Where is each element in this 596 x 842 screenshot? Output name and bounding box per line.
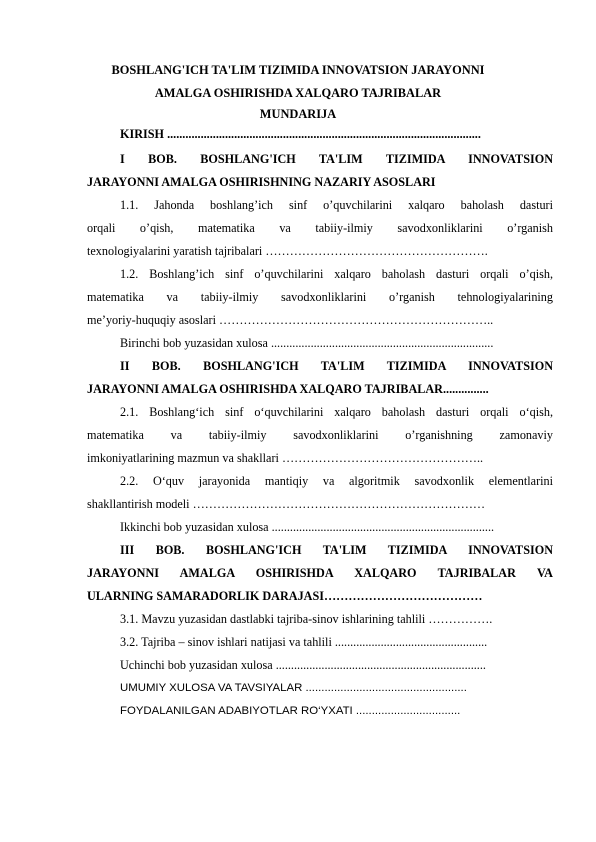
toc-chapter-1-line-2: JARAYONNI AMALGA OSHIRISHNING NAZARIY ASOSLARI: [87, 175, 436, 189]
toc-chapter-3-line-1: III BOB. BOSHLANG'ICH TA'LIM TIZIMIDA INNOVATSION: [120, 543, 553, 557]
toc-section-2-2-line-1: 2.2. O‘quv jarayonida mantiqiy va algoritmik savodxonlik elementlarini: [120, 474, 553, 488]
toc-section-2-1-line-2: matematika va tabiiy-ilmiy savodxonliklarini o’rganishning zamonaviy: [87, 428, 553, 442]
toc-chapter-2-line-2: JARAYONNI AMALGA OSHIRISHDA XALQARO TAJRIBALAR...............: [87, 382, 489, 396]
toc-section-2-1-line-3: imkoniyatlarining mazmun va shakllari …………………………………………..: [87, 451, 484, 465]
toc-entry-kirish: KIRISH .......................................................................................................: [120, 127, 481, 141]
toc-entry-chapter-2-conclusion: Ikkinchi bob yuzasidan xulosa .........................................................................: [120, 520, 495, 534]
toc-chapter-3-line-2: JARAYONNI AMALGA OSHIRISHDA XALQARO TAJRIBALAR VA: [87, 566, 553, 580]
toc-heading: MUNDARIJA: [259, 107, 337, 121]
toc-section-3-2: 3.2. Tajriba – sinov ishlari natijasi va tahlili ..................................................: [120, 635, 488, 649]
toc-section-1-1-line-2: orqali o’qish, matematika va tabiiy-ilmiy savodxonliklarini o’rganish: [87, 221, 553, 235]
toc-section-1-2-line-2: matematika va tabiiy-ilmiy savodxonliklarini o’rganish tehnologiyalarining: [87, 290, 553, 304]
toc-entry-chapter-1-conclusion: Birinchi bob yuzasidan xulosa .........................................................................: [120, 336, 494, 350]
toc-section-1-2-line-1: 1.2. Boshlang’ich sinf o’quvchilarini xalqaro baholash dasturi orqali o’qish,: [120, 267, 553, 281]
toc-section-2-2-line-2: shakllantirish modeli ………………………………………………………………: [87, 497, 486, 511]
toc-entry-references: FOYDALANILGAN ADABIYOTLAR RO‘YXATI .................................: [120, 705, 461, 717]
toc-section-1-1-line-3: texnologiyalarini yaratish tajribalari ……………………………………………….: [87, 244, 488, 258]
toc-entry-chapter-3-conclusion: Uchinchi bob yuzasidan xulosa .....................................................................: [120, 658, 486, 672]
toc-chapter-2-line-1: II BOB. BOSHLANG'ICH TA'LIM TIZIMIDA INNOVATSION: [120, 359, 553, 373]
document-title-line-1: BOSHLANG'ICH TA'LIM TIZIMIDA INNOVATSION JARAYONNI: [111, 63, 485, 77]
toc-section-1-1-line-1: 1.1. Jahonda boshlang’ich sinf o’quvchilarini xalqaro baholash dasturi: [120, 198, 553, 212]
toc-chapter-1-line-1: I BOB. BOSHLANG'ICH TA'LIM TIZIMIDA INNOVATSION: [120, 152, 553, 166]
toc-entry-general-conclusion: UMUMIY XULOSA VA TAVSIYALAR ...................................................: [120, 682, 467, 694]
toc-section-2-1-line-1: 2.1. Boshlang‘ich sinf o‘quvchilarini xalqaro baholash dasturi orqali o‘qish,: [120, 405, 553, 419]
toc-chapter-3-line-3: ULARNING SAMARADORLIK DARAJASI…………………………………: [87, 589, 483, 603]
document-title-line-2: AMALGA OSHIRISHDA XALQARO TAJRIBALAR: [154, 86, 442, 100]
toc-section-3-1: 3.1. Mavzu yuzasidan dastlabki tajriba-sinov ishlarining tahlili …………….: [120, 612, 493, 626]
toc-section-1-2-line-3: me’yoriy-huquqiy asoslari …………………………………………………………..: [87, 313, 494, 327]
